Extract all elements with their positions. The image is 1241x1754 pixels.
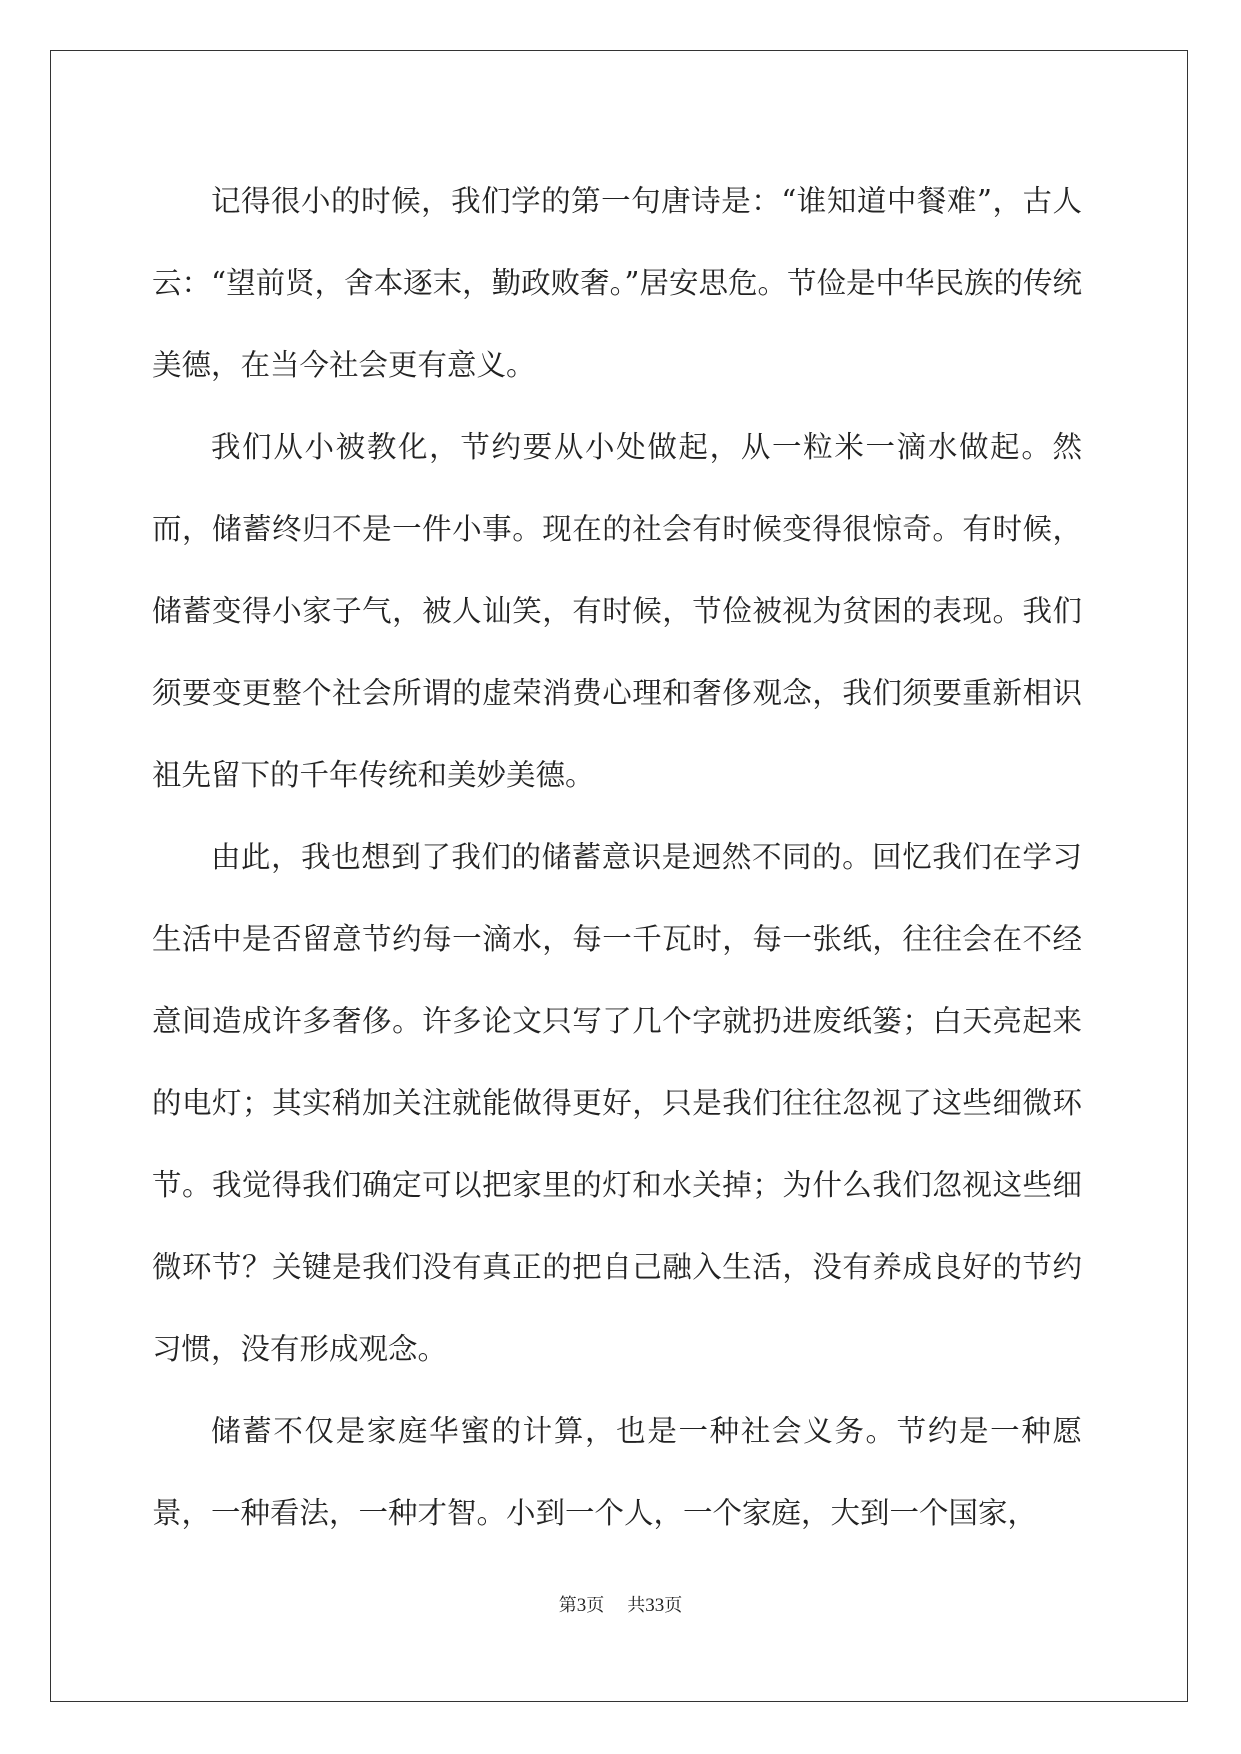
page-prefix: 第 <box>558 1595 577 1616</box>
page-number: 3 <box>576 1595 587 1616</box>
paragraph-3: 由此，我也想到了我们的储蓄意识是迥然不同的。回忆我们在学习生活中是否留意节约每一滴水，每一千瓦时，每一张纸，往往会在不经意间造成许多奢侈。许多论文只写了几个字就扔进废纸篓；白天亮起来的电灯；其实稍加关注就能做得更好，只是我们往往忽视了这些细微环节。我觉得我们确定可以把家里的灯和水关掉；为什么我们忽视这些细微环节？关键是我们没有真正的把自己融入生活，没有养成良好的节约习惯，没有形成观念。 <box>152 840 1082 1366</box>
total-prefix: 共 <box>627 1595 646 1616</box>
page-footer <box>0 1591 1241 1617</box>
document-body <box>152 160 1082 1554</box>
total-suffix: 页 <box>664 1595 683 1616</box>
paragraph-2: 我们从小被教化，节约要从小处做起，从一粒米一滴水做起。然而，储蓄终归不是一件小事。现在的社会有时候变得很惊奇。有时候，储蓄变得小家子气，被人讪笑，有时候，节俭被视为贫困的表现。我们须要变更整个社会所谓的虚荣消费心理和奢侈观念，我们须要重新相识祖先留下的千年传统和美妙美德。 <box>152 430 1082 792</box>
paragraph-4: 储蓄不仅是家庭华蜜的计算，也是一种社会义务。节约是一种愿景，一种看法，一种才智。小到一个人，一个家庭，大到一个国家， <box>152 1414 1082 1530</box>
total-pages: 33 <box>645 1595 665 1616</box>
paragraph-1: 记得很小的时候，我们学的第一句唐诗是：“谁知道中餐难”，古人云：“望前贤，舍本逐末，勤政败奢。”居安思危。节俭是中华民族的传统美德，在当今社会更有意义。 <box>152 184 1082 382</box>
page-suffix: 页 <box>586 1595 605 1616</box>
